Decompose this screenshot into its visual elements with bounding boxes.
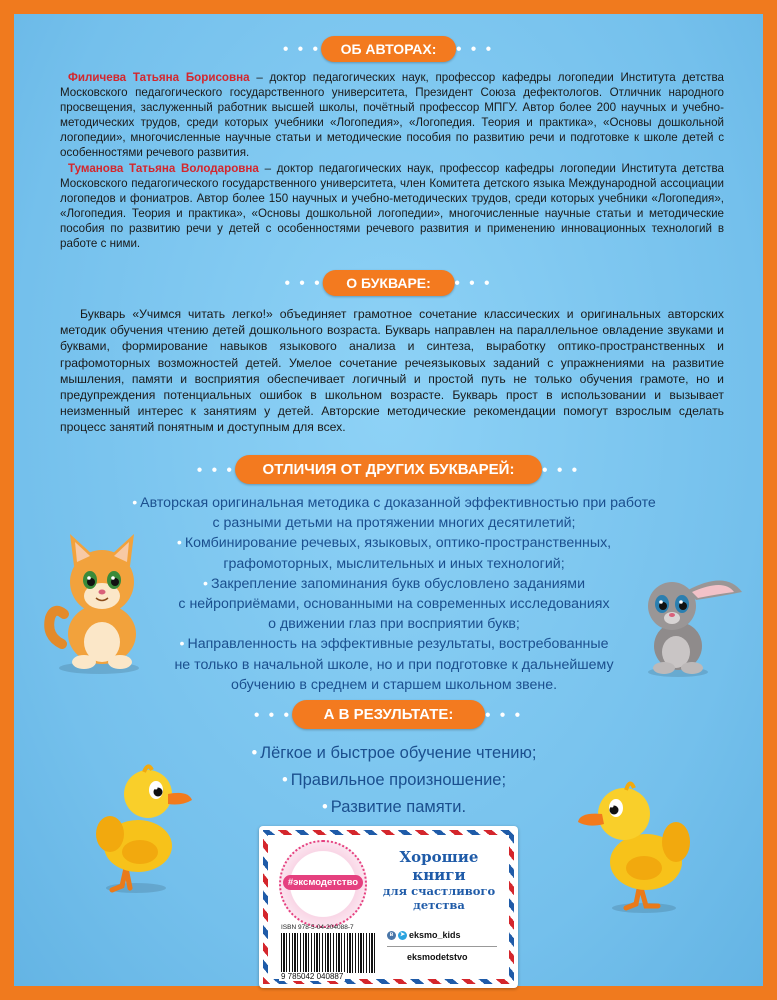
eksmodetstvo-logo: #эксмодетство [279,840,367,928]
heading-deco-icon: ● ● ● [253,709,293,720]
list-item-cont: обучению в среднем и старшем школьном звене. [230,676,558,693]
list-item-cont: о движении глаз при восприятии букв; [268,616,520,633]
isbn-label: ISBN 978-5-04-204088-7 [281,924,354,931]
list-item: • Лёгкое и быстрое обучение чтению; [251,744,537,762]
publisher-infobox [259,826,518,988]
differences-heading: ● ● ● ОТЛИЧИЯ ОТ ДРУГИХ БУКВАРЕЙ: ● ● ● [235,455,543,484]
publisher-slogan: Хорошие книги для счастливого детства [382,848,496,912]
heading-deco-icon: ● ● ● [455,43,495,55]
heading-deco-icon: ● ● ● [484,709,524,720]
primer-text: Букварь «Учимся читать легко!» объединяет грамотное сочетание классических и оригинальных авторских методик обучения чтению детей дошкольного возраста. Букварь направлен на параллельное овладение звуками и буквами, формирование навыков языкового анализа и синтеза, выработку оптико-пространственных и графомоторных возможностей детей. Умелое сочетание речеязыковых заданий с упражнениями на развитие мышления, памяти и восприятия обеспечивает логичный и простой путь не только обучения грамоте, но и предупреждения потенциальных ошибок в школьном возрасте. Букварь прост в использовании и вызывает неизменный интерес к занятиям у детей. Авторские методические рекомендации помогут взрослым сделать процесс занятий понятным и доступным для всех. [60,307,724,435]
author-1-name: Филичева Татьяна Борисовна [68,71,250,84]
barcode [281,933,377,973]
authors-heading: ● ● ● ОБ АВТОРАХ: ● ● ● [321,36,457,62]
authors-text [60,70,724,251]
author-1 [60,70,724,161]
list-item-cont: с нейроприёмами, основанными на современных исследованиях [178,596,610,613]
heading-deco-icon: ● ● ● [454,277,493,289]
author-2 [60,161,724,252]
social-detstvo[interactable]: eksmodetstvo [407,952,468,962]
list-item: • Комбинирование речевых, языковых, оптико-пространственных, [176,535,612,552]
heading-deco-icon: ● ● ● [284,277,323,289]
list-item: • Направленность на эффективные результаты, востребованные [179,636,609,653]
list-item: • Правильное произношение; [281,771,507,789]
list-item: • Закрепление запоминания букв обусловлено заданиями [202,575,585,592]
results-list [184,740,604,821]
bunny-illustration [626,560,746,680]
author-2-bio: – доктор педагогических наук, профессор кафедры логопедии Института детства Московского педагогического государственного университета, член Комитета детского языка Международной ассоциации логопедов и фониатров. Автор более 150 научных и учебно-методических трудов, среди которых учебники «Логопедия», «Логопедия. Теория и практика», «Основы дошкольной логопедии», многочисленные научные статьи и методические пособия по развитию речи у детей с особенностями речевого развития и применению инновационных технологий в работе с ними. [60,161,724,251]
result-heading: ● ● ● А В РЕЗУЛЬТАТЕ: ● ● ● [292,700,486,729]
list-item: • Авторская оригинальная методика с доказанной эффективностью при работе [132,495,656,511]
heading-deco-icon: ● ● ● [541,464,581,475]
duckling-left-illustration [86,756,196,896]
list-item-cont: с разными детьми на протяжении многих десятилетий; [212,515,576,532]
author-1-bio: – доктор педагогических наук, профессор кафедры логопедии Института детства Московского педагогического государственного университета, Президент Союза дефектологов. Отличник народного просвещения, заслуженный работник высшей школы, почётный профессор МПГУ. Автор более 200 научных и учебно-методических трудов, среди которых учебники «Логопедия», «Логопедия. Теория и практика», «Основы дошкольной логопедии», многочисленные научные статьи и методические пособия по развитию речи и подготовке к школе детей с особенностями речевого развития. [60,71,724,160]
list-item: • Развитие памяти. [321,798,467,816]
social-divider [387,946,497,947]
heading-deco-icon: ● ● ● [282,43,322,55]
kitten-illustration [44,526,154,676]
vk-icon: в [387,931,396,940]
primer-heading: ● ● ● О БУКВАРЕ: ● ● ● [322,270,455,296]
heading-deco-icon: ● ● ● [196,464,236,475]
social-kids[interactable]: в ➤ eksmo_kids [387,930,461,940]
author-2-name: Туманова Татьяна Володаровна [68,161,259,175]
telegram-icon: ➤ [399,932,406,939]
differences-list [104,493,684,695]
duckling-right-illustration [574,766,704,916]
list-item-cont: не только в начальной школе, но и при подготовке к дальнейшему [174,656,614,673]
barcode-number: 9 785042 040887 [281,972,344,981]
list-item-cont: графомоторных, мыслительных и иных технологий; [223,555,565,572]
